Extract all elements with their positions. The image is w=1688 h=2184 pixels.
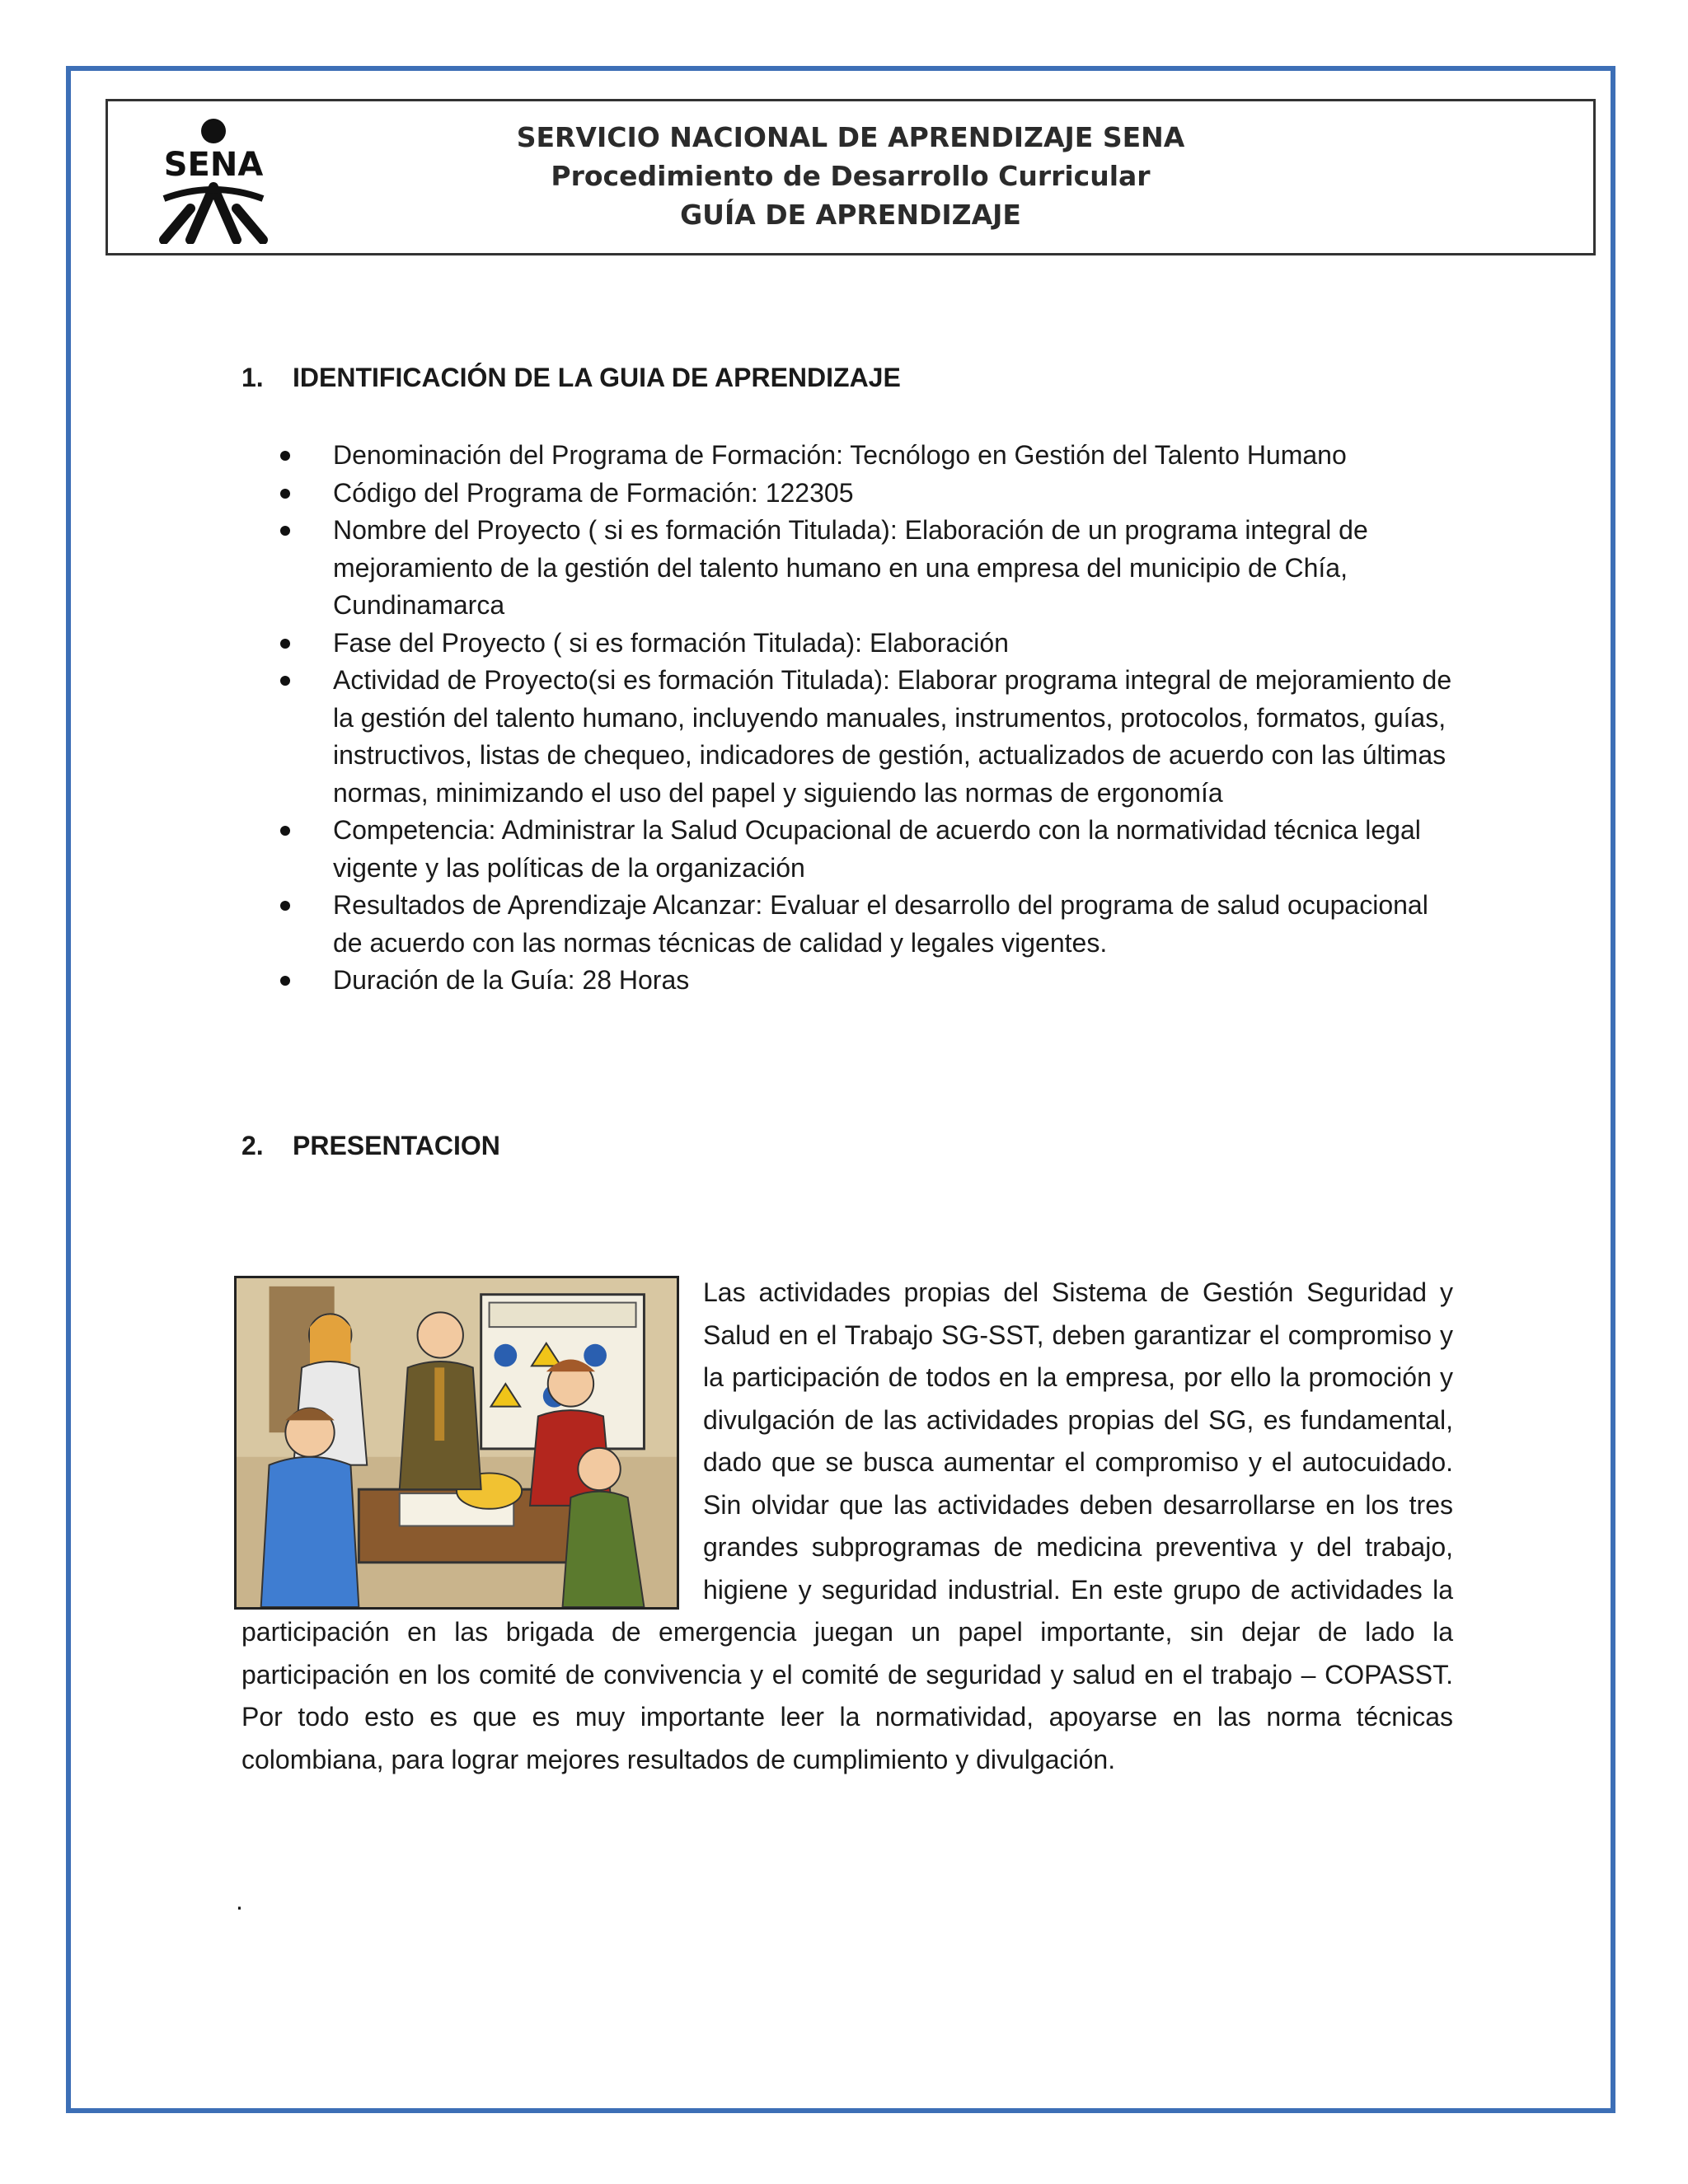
bullet-icon [280,901,290,911]
list-item [280,437,1459,475]
section-heading-identification [241,363,901,393]
list-item-text: Duración de la Guía: 28 Horas [333,965,690,995]
bullet-icon [280,526,290,536]
list-item-text: Nombre del Proyecto ( si es formación Titulada): Elaboración de un programa integral de mejoramiento de la gestión del talento humano en una empresa del municipio de Chía, Cundinamarca [333,515,1368,620]
list-item [280,625,1459,663]
bullet-icon [280,639,290,649]
list-item-text: Competencia: Administrar la Salud Ocupacional de acuerdo con la normatividad técnica legal vigente y las políticas de la organización [333,815,1421,883]
safety-meeting-illustration [234,1276,679,1610]
section-number: 2. [241,1131,264,1160]
document-header [106,99,1596,255]
section-title: IDENTIFICACIÓN DE LA GUIA DE APRENDIZAJE [293,363,901,392]
bullet-icon [280,676,290,686]
list-item-text: Resultados de Aprendizaje Alcanzar: Evaluar el desarrollo del programa de salud ocupacional de acuerdo con las normas técnicas de calidad y legales vigentes. [333,890,1428,958]
header-institution: SERVICIO NACIONAL DE APRENDIZAJE SENA [516,121,1185,153]
section-heading-presentation [241,1131,500,1161]
bullet-icon [280,489,290,499]
list-item-text: Fase del Proyecto ( si es formación Titulada): Elaboración [333,627,1009,658]
sena-logo [131,116,296,244]
meeting-illustration-icon [237,1278,677,1607]
identification-list [280,437,1459,1000]
list-item [280,475,1459,513]
bullet-icon [280,976,290,986]
list-item [280,812,1459,887]
list-item-text: Actividad de Proyecto(si es formación Titulada): Elaborar programa integral de mejoramiento de la gestión del talento humano, incluyendo manuales, instrumentos, protocolos, formatos, guías, instructivos, listas de chequeo, indicadores de gestión, actualizados de acuerdo con las últimas normas, minimizando el uso del papel y siguiendo las normas de ergonomía [333,665,1452,808]
bullet-icon [280,826,290,836]
sena-logo-icon [131,116,296,244]
list-item [280,887,1459,962]
bullet-icon [280,451,290,461]
list-item-text: Denominación del Programa de Formación: Tecnólogo en Gestión del Talento Humano [333,440,1347,470]
list-item [280,512,1459,625]
presentation-text: Las actividades propias del Sistema de Gestión Seguridad y Salud en el Trabajo SG-SST, deben garantizar el compromiso y la participación de todos en la empresa, por ello la promoción y divulgación de las actividades propias del SG, es fundamental, dado que se busca aumentar el compromiso y el autocuidado. Sin olvidar que las actividades deben desarrollarse en los tres grandes subprogramas de medicina preventiva y del trabajo, higiene y seguridad industrial. En este grupo de actividades la participación en las brigada de emergencia juegan un papel importante, sin dejar de lado la participación en los comité de convivencia y el comité de seguridad y salud en el trabajo – COPASST. Por todo esto es que es muy importante leer la normatividad, apoyarse en las norma técnicas colombiana, para lograr mejores resultados de cumplimiento y divulgación. [241,1277,1453,1774]
header-procedure: Procedimiento de Desarrollo Curricular [551,160,1151,192]
list-item [280,962,1459,1000]
list-item [280,662,1459,812]
section-number: 1. [241,363,264,392]
header-title-block [355,118,1346,234]
trailing-mark: . [236,1886,243,1915]
logo-wordmark: SENA [163,146,264,184]
list-item-text: Código del Programa de Formación: 122305 [333,477,854,508]
header-guide-type: GUÍA DE APRENDIZAJE [680,199,1021,231]
section-title: PRESENTACION [293,1131,500,1160]
